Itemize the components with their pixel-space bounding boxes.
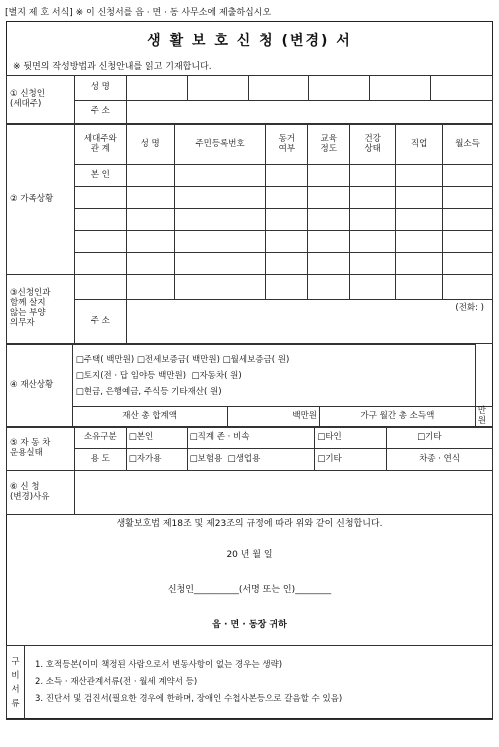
dependent-cell[interactable] [443, 275, 493, 300]
family-cell[interactable] [443, 209, 493, 231]
total-property-unit[interactable]: 백만원 [227, 407, 320, 428]
family-cell[interactable] [266, 231, 308, 253]
monthly-income-label: 가구 월간 총 소득액 [320, 407, 476, 428]
own-other-checkbox[interactable]: □타인 [315, 427, 387, 449]
name-field-5[interactable] [370, 76, 431, 101]
name-field-3[interactable] [248, 76, 309, 101]
total-property-label: 재산 총 합계액 [72, 407, 227, 428]
family-cell[interactable] [266, 209, 308, 231]
addressee: 읍 · 면 · 동장 귀하 [212, 620, 287, 630]
family-label: ② 가족상황 [7, 125, 75, 275]
family-cell[interactable] [74, 231, 126, 253]
name-field-2[interactable] [187, 76, 248, 101]
land-checkbox[interactable]: □토지(전 · 답 임야등 백만원) [75, 370, 187, 381]
dependent-cell[interactable] [126, 275, 174, 300]
family-cell[interactable] [350, 187, 396, 209]
family-cell[interactable] [174, 165, 266, 187]
col-relation: 세대주와 관 계 [74, 125, 126, 165]
family-cell[interactable] [308, 253, 350, 275]
col-education: 교육 정도 [308, 125, 350, 165]
family-cell[interactable] [74, 209, 126, 231]
name-field-6[interactable] [431, 76, 493, 101]
family-cell[interactable] [308, 209, 350, 231]
col-name: 성 명 [126, 125, 174, 165]
family-cell[interactable] [308, 187, 350, 209]
dep-phone[interactable]: (전화: ) [126, 300, 492, 344]
form-title: 생 활 보 호 신 청 (변경) 서 [147, 33, 352, 49]
address-label: 주 소 [74, 101, 126, 124]
family-cell[interactable] [266, 253, 308, 275]
dependent-table [6, 274, 493, 344]
family-cell[interactable] [350, 209, 396, 231]
family-cell[interactable] [126, 209, 174, 231]
family-cell[interactable] [126, 231, 174, 253]
family-cell[interactable] [396, 165, 443, 187]
documents-list [24, 646, 492, 720]
family-cell[interactable] [350, 231, 396, 253]
family-cell[interactable] [174, 231, 266, 253]
doc-item: 1. 호적등본(이미 책정된 사람으로서 변동사항이 없는 경우는 생략) [34, 660, 283, 670]
family-cell[interactable] [443, 165, 493, 187]
house-checkbox[interactable]: □주택( 백만원) [75, 354, 135, 365]
name-field-1[interactable] [126, 76, 187, 101]
ownership-label: 소유구분 [74, 427, 126, 449]
family-cell[interactable] [443, 187, 493, 209]
own-self-checkbox[interactable]: □본인 [126, 427, 187, 449]
own-lineal-checkbox[interactable]: □직계 존 · 비속 [187, 427, 315, 449]
use-options [187, 449, 315, 471]
family-cell[interactable] [266, 165, 308, 187]
family-cell[interactable] [396, 209, 443, 231]
family-cell[interactable] [126, 187, 174, 209]
use-etc-checkbox[interactable]: □기타 [315, 449, 387, 471]
form-header: [별지 제 호 서식] ※ 이 신청서를 읍 · 면 · 동 사무소에 제출하십시오 [5, 8, 272, 18]
name-label: 성 명 [74, 76, 126, 101]
property-table [6, 344, 493, 428]
use-business-checkbox[interactable]: □생업용 [227, 453, 261, 464]
reason-table [6, 470, 493, 515]
family-cell[interactable] [126, 253, 174, 275]
family-cell[interactable] [126, 165, 174, 187]
family-cell[interactable] [174, 209, 266, 231]
family-table [6, 124, 493, 275]
documents-table [6, 645, 493, 720]
self-label: 본 인 [74, 165, 126, 187]
family-cell[interactable] [396, 253, 443, 275]
name-field-4[interactable] [309, 76, 370, 101]
col-resident-no: 주민등록번호 [174, 125, 266, 165]
family-cell[interactable] [396, 231, 443, 253]
own-etc-checkbox[interactable]: □기타 [387, 427, 493, 449]
dependent-label: ③신청인과 함께 살지 않는 부양 의무자 [7, 275, 75, 344]
col-health: 건강 상태 [350, 125, 396, 165]
signature-line[interactable]: 신청인__________(서명 또는 인)________ [167, 585, 332, 595]
dependent-cell[interactable] [350, 275, 396, 300]
family-cell[interactable] [266, 187, 308, 209]
family-cell[interactable] [308, 165, 350, 187]
doc-item: 3. 진단서 및 검진서(필요한 경우에 한하며, 장애인 수첩사본등으로 갈음할 수 있음) [34, 694, 343, 704]
reason-field[interactable] [74, 471, 492, 515]
family-cell[interactable] [74, 253, 126, 275]
application-form [6, 21, 493, 719]
col-cohabit: 동거 여부 [266, 125, 308, 165]
applicant-table [6, 75, 493, 124]
usage-label: 용 도 [74, 449, 126, 471]
family-cell[interactable] [350, 253, 396, 275]
property-options [72, 345, 475, 407]
vehicle-label: ⑤ 자 동 차 운용실태 [7, 427, 75, 471]
family-cell[interactable] [74, 187, 126, 209]
declaration-text: 생활보호법 제18조 및 제23조의 규정에 따라 위와 같이 신청합니다. [116, 519, 383, 529]
reason-label: ⑥ 신 청 (변경)사유 [7, 471, 75, 515]
family-cell[interactable] [174, 253, 266, 275]
dependent-cell[interactable] [174, 275, 266, 300]
family-cell[interactable] [174, 187, 266, 209]
model-year-label: 차종 · 연식 [387, 449, 493, 471]
family-cell[interactable] [396, 187, 443, 209]
use-private-checkbox[interactable]: □자가용 [126, 449, 187, 471]
col-job: 직업 [396, 125, 443, 165]
dependent-cell[interactable] [308, 275, 350, 300]
property-label: ④ 재산상황 [7, 345, 73, 428]
doc-item: 2. 소득 · 재산관계서류(전 · 월세 계약서 등) [34, 677, 198, 687]
dependent-cell[interactable] [74, 275, 126, 300]
address-field[interactable] [126, 101, 492, 124]
documents-label: 구 비 서 류 [7, 646, 25, 720]
date-line: 20 년 월 일 [226, 550, 273, 560]
dep-address-label: 주 소 [74, 300, 126, 344]
car-checkbox[interactable]: □자동차( 원) [191, 370, 242, 381]
dependent-cell[interactable] [266, 275, 308, 300]
family-cell[interactable] [350, 165, 396, 187]
family-cell[interactable] [443, 231, 493, 253]
family-cell[interactable] [443, 253, 493, 275]
col-income: 월소득 [443, 125, 493, 165]
family-cell[interactable] [308, 231, 350, 253]
use-insurance-checkbox[interactable]: □보험용 [189, 453, 223, 464]
wolse-checkbox[interactable]: □월세보증금( 원) [222, 354, 290, 365]
dependent-cell[interactable] [396, 275, 443, 300]
applicant-label: ① 신청인 (세대주) [7, 76, 75, 124]
instruction-note: ※ 뒷면의 작성방법과 신청안내를 읽고 기재합니다. [13, 62, 212, 72]
monthly-income-unit[interactable]: 만원 [475, 407, 492, 428]
jeonse-checkbox[interactable]: □전세보증금( 백만원) [136, 354, 220, 365]
vehicle-table [6, 426, 493, 471]
cash-checkbox[interactable]: □현금, 은행예금, 주식등 기타재산( 원) [75, 386, 222, 397]
